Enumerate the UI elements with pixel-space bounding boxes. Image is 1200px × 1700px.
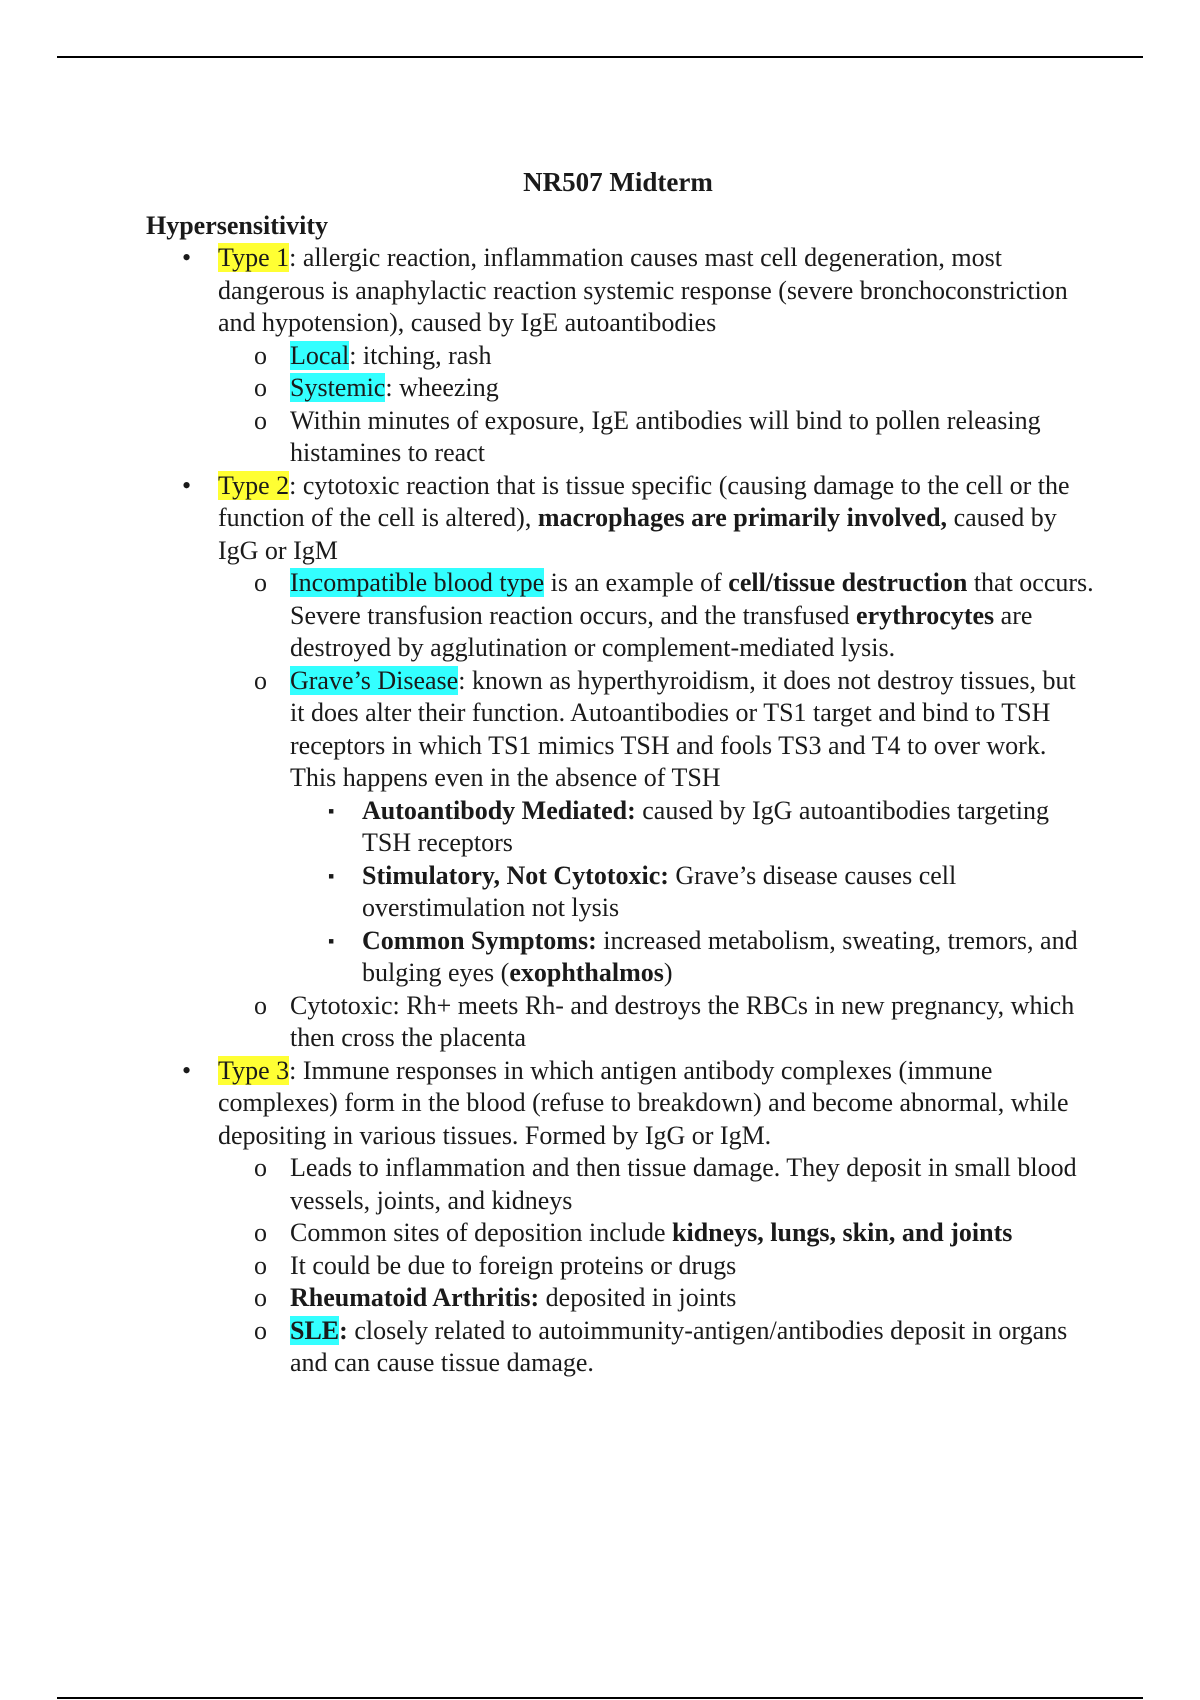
- graves-sublist: [290, 795, 1096, 990]
- circle-marker: o: [254, 340, 267, 370]
- circle-marker: o: [254, 1315, 267, 1345]
- symptoms-text: increased metabolism, sweating, tremors, and bulging eyes (: [362, 925, 1078, 987]
- autoantibody-label: Autoantibody Mediated:: [362, 795, 636, 825]
- sub-item-inflammation: [218, 1152, 1096, 1217]
- systemic-label: Systemic: [290, 373, 386, 402]
- circle-marker: o: [254, 1250, 267, 1280]
- local-label: Local: [290, 340, 350, 370]
- bullet-marker: •: [182, 243, 192, 272]
- document-title: NR507 Midterm: [523, 167, 713, 198]
- circle-marker: o: [254, 1283, 267, 1312]
- circle-marker: o: [254, 1153, 267, 1182]
- header-rule: [57, 56, 1143, 58]
- stimulatory-text: Grave’s disease causes cell overstimulation not lysis: [362, 860, 957, 922]
- autoantibody-text: caused by IgG autoantibodies targeting TSH receptors: [362, 795, 1049, 857]
- sub-item-deposition-sites: [218, 1217, 1096, 1250]
- type-2-text-end: caused by IgG or IgM: [218, 503, 1057, 565]
- blood-type-label: Incompatible blood type: [290, 568, 545, 597]
- type-3-sublist: [218, 1152, 1096, 1380]
- type-3-label: Type 3: [218, 1055, 290, 1085]
- sle-colon: :: [339, 1315, 348, 1345]
- type-1-label: Type 1: [218, 243, 290, 272]
- sub-item-blood-type: [218, 567, 1096, 665]
- deposition-bold: kidneys, lungs, skin, and joints: [672, 1218, 1013, 1247]
- rheumatoid-text: deposited in joints: [539, 1283, 737, 1312]
- sub-item-foreign-proteins: [218, 1250, 1096, 1283]
- type-1-text: : allergic reaction, inflammation causes mast cell degeneration, most dangerous is anaphylactic reaction systemic response (severe bronchoconstriction and hypotension), caused by IgE autoantibodies: [218, 243, 1068, 337]
- type-2-text: : cytotoxic reaction that is tissue specific (causing damage to the cell or the function of the cell is altered),: [218, 470, 1070, 532]
- sub-item-sle: [218, 1315, 1096, 1380]
- section-heading: Hypersensitivity: [146, 211, 328, 240]
- type-3-text: : Immune responses in which antigen antibody complexes (immune complexes) form in the blood (refuse to breakdown) and become abnormal, while depositing in various tissues. Formed by IgG or IgM.: [218, 1055, 1069, 1150]
- erythrocytes-bold: erythrocytes: [856, 600, 995, 630]
- exposure-text: Within minutes of exposure, IgE antibodies will bind to pollen releasing histamines to react: [290, 405, 1041, 467]
- bullet-marker: •: [182, 470, 192, 500]
- systemic-text: : wheezing: [385, 373, 499, 402]
- type-1-sublist: [218, 340, 1096, 470]
- sub-item-systemic: [218, 372, 1096, 405]
- sub-item-graves: [218, 665, 1096, 990]
- list-item-type-2: [146, 470, 1096, 1055]
- document-body: [146, 210, 1096, 1380]
- circle-marker: o: [254, 405, 267, 435]
- symptoms-end: ): [663, 958, 673, 987]
- blood-type-text: is an example of: [544, 568, 729, 597]
- sle-text: closely related to autoimmunity-antigen/antibodies deposit in organs and can cause tissue damage.: [290, 1315, 1068, 1377]
- circle-marker: o: [254, 665, 267, 695]
- blood-type-text-2: that occurs. Severe transfusion reaction occurs, and the transfused: [290, 568, 1094, 630]
- circle-marker: o: [254, 568, 267, 597]
- local-text: : itching, rash: [349, 340, 492, 370]
- graves-label: Grave’s Disease: [290, 665, 459, 695]
- sub-item-cytotoxic: [218, 990, 1096, 1055]
- blood-type-text-3: are destroyed by agglutination or complement-mediated lysis.: [290, 600, 1033, 662]
- bullet-marker: •: [182, 1055, 192, 1085]
- type-2-bold: macrophages are primarily involved,: [537, 503, 948, 532]
- inflammation-text: Leads to inflammation and then tissue damage. They deposit in small blood vessels, joints, and kidneys: [290, 1153, 1077, 1215]
- sub-item-rheumatoid: [218, 1282, 1096, 1315]
- graves-item-autoantibody: [290, 795, 1096, 860]
- exophthalmos-bold: exophthalmos: [509, 958, 664, 987]
- type-2-label: Type 2: [218, 470, 290, 500]
- foreign-proteins-text: It could be due to foreign proteins or drugs: [290, 1250, 737, 1280]
- sub-item-exposure: [218, 405, 1096, 470]
- square-marker: ▪: [328, 800, 335, 821]
- graves-text: : known as hyperthyroidism, it does not destroy tissues, but it does alter their function. Autoantibodies or TS1 target and bind to TSH receptors in which TS1 mimics TSH and fools TS3 and T4 to over work. This happens even in the absence of TSH: [290, 665, 1076, 792]
- sub-item-local: [218, 340, 1096, 373]
- graves-item-symptoms: [290, 925, 1096, 990]
- type-2-sublist: [218, 567, 1096, 1055]
- circle-marker: o: [254, 990, 267, 1020]
- hypersensitivity-list: [146, 242, 1096, 1380]
- list-item-type-3: [146, 1055, 1096, 1380]
- symptoms-label: Common Symptoms:: [362, 925, 597, 955]
- sle-label: SLE: [290, 1315, 340, 1345]
- graves-item-stimulatory: [290, 860, 1096, 925]
- footer-rule: [57, 1697, 1143, 1699]
- square-marker: ▪: [328, 865, 335, 886]
- circle-marker: o: [254, 1218, 267, 1247]
- cytotoxic-text: Cytotoxic: Rh+ meets Rh- and destroys the RBCs in new pregnancy, which then cross the placenta: [290, 990, 1075, 1052]
- list-item-type-1: [146, 242, 1096, 470]
- deposition-text: Common sites of deposition include: [290, 1218, 673, 1247]
- blood-type-bold: cell/tissue destruction: [728, 568, 968, 597]
- stimulatory-label: Stimulatory, Not Cytotoxic:: [362, 860, 669, 890]
- square-marker: ▪: [328, 930, 335, 951]
- rheumatoid-label: Rheumatoid Arthritis:: [290, 1283, 540, 1312]
- circle-marker: o: [254, 373, 267, 402]
